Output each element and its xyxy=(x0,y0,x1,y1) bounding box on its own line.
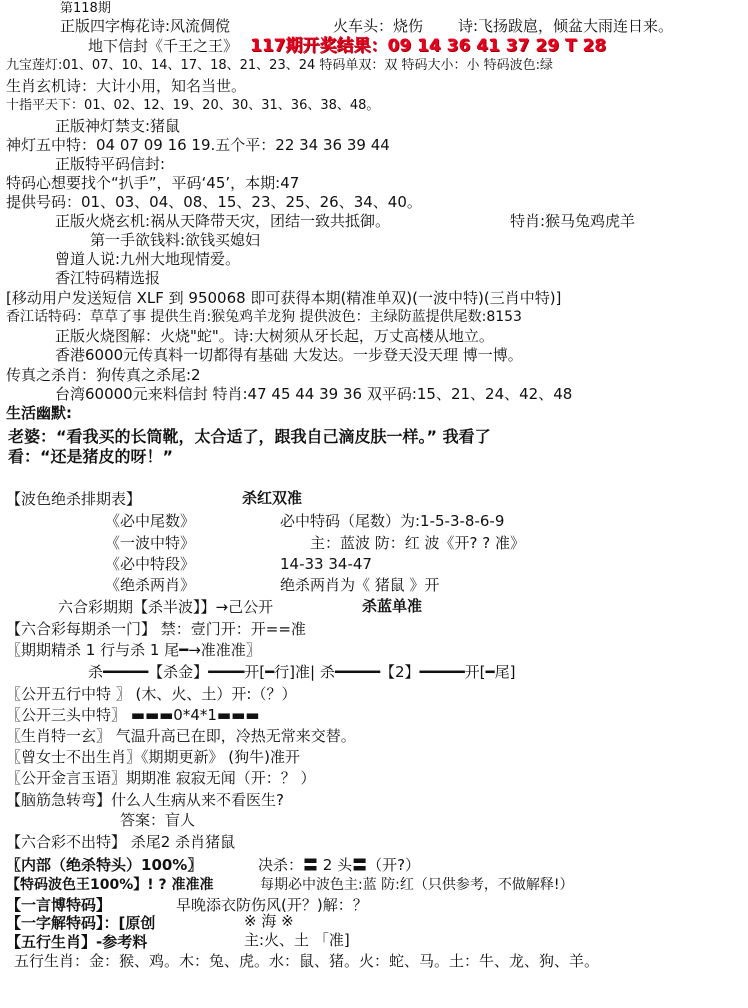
special-segment-value: 14-33 34-47 xyxy=(280,555,372,573)
previous-draw-result: 117期开奖结果：09 14 36 41 37 29 T 28 xyxy=(250,36,607,56)
god-lamp-ban-line: 正版神灯禁支:猪鼠 xyxy=(55,117,181,135)
provided-numbers-line: 提供号码：01、03、04、08、15、23、25、26、34、40。 xyxy=(6,193,422,211)
color-king-value: 每期必中波色主:蓝 防:红（只供参考，不做解释!） xyxy=(260,877,574,893)
lotus-lamp-line: 九宝莲灯:01、07、10、14、17、18、21、23、24 特码单双：双 特码大小：小 特码波色:绿 xyxy=(6,58,554,73)
half-wave-line: 六合彩期期【杀半波】】→己公开 xyxy=(58,598,274,616)
sms-promo-line: [移动用户发送短信 XLF 到 950068 即可获得本期(精准单双)(一波中特)(三肖中特)] xyxy=(6,289,562,307)
pickpocket-line: 特码心想要找个“扒手”，平码‘45’，本期:47 xyxy=(6,174,300,192)
one-word-value: 早晚添衣防伤风(开？)解：？ xyxy=(176,896,368,914)
kill-red-label: 杀红双准 xyxy=(242,489,303,507)
brain-teaser-line: 【脑筋急转弯】什么人生病从来不看医生? xyxy=(6,791,284,809)
one-char-label: 【一字解特码】：[原创 xyxy=(6,914,156,932)
internal-kill-label: 〖内部（绝杀特头）100%〗 xyxy=(6,856,203,874)
one-char-value: ※ 海 ※ xyxy=(244,912,294,930)
ms-zeng-line: 〖曾女士不出生肖〗《期期更新》 (狗牛)准开 xyxy=(6,748,300,766)
five-elements-line: 〖公开五行中特 〗 (木、火、土）开:（？） xyxy=(6,685,297,703)
five-element-zodiac-value: 主:火、土 「准] xyxy=(244,931,350,949)
one-wave-value: 主：蓝波 防：红 波《开? ? 准》 xyxy=(310,534,525,552)
color-king-label: 【特码波色王100%】! ? 准准准 xyxy=(6,877,214,893)
train-head-line: 火车头：烧伤 xyxy=(333,17,424,35)
internal-kill-value: 决杀：〓 2 头〓（开?） xyxy=(258,856,421,874)
underground-envelope-line: 地下信封《千王之王》 xyxy=(88,37,239,55)
ten-fingers-line: 十指平天下：01、02、12、19、20、30、31、36、38、48。 xyxy=(6,98,380,113)
kill-metal-line: 杀━━━━━【杀金】━━━━开[━行]准| 杀━━━━━【2】━━━━━开[━尾] xyxy=(88,663,516,681)
humor-heading: 生活幽默: xyxy=(6,404,72,422)
kill-two-value: 绝杀两肖为《 猪鼠 》开 xyxy=(280,576,440,594)
first-hand-line: 第一手欲钱料:欲钱买媳妇 xyxy=(90,231,261,249)
special-segment-label: 《必中特段》 xyxy=(105,555,196,573)
god-lamp-five-line: 神灯五中特：04 07 09 16 19.五个平：22 34 36 39 44 xyxy=(6,136,390,154)
kill-two-label: 《绝杀两肖》 xyxy=(105,576,196,594)
special-envelope-line: 正版特平码信封: xyxy=(55,155,166,173)
color-kill-heading: 【波色绝杀排期表】 xyxy=(6,490,142,508)
one-word-label: 【一言博特码】 xyxy=(6,896,112,914)
special-zodiac-line: 特肖:猴马兔鸡虎羊 xyxy=(510,212,636,230)
hongkong-fax-line: 香港6000元传真料一切都得有基础 大发达。一步登天没天理 博一博。 xyxy=(55,346,523,364)
zodiac-mystery-line: 〖生肖特一玄〗 气温升高已在即，冷热无常来交替。 xyxy=(6,727,356,745)
xiangjiang-talk-line: 香江话特码：草草了事 提供生肖:猴兔鸡羊龙狗 提供波色：主绿防蓝提供尾数:8153 xyxy=(6,309,522,325)
poem-line: 诗:飞扬跋扈，倾盆大雨连日来。 xyxy=(458,17,674,35)
not-out-line: 【六合彩不出特】 杀尾2 杀肖猪鼠 xyxy=(6,833,236,851)
golden-words-line: 〖公开金言玉语〗期期准 寂寂无闻（开：？ ） xyxy=(6,769,316,787)
tail-number-value: 必中特码（尾数）为:1-5-3-8-6-9 xyxy=(280,512,505,530)
taiwan-envelope-line: 台湾60000元来料信封 特肖:47 45 44 39 36 双平码:15、21、24、42、48 xyxy=(55,385,573,403)
kill-element-tail-line: 〖期期精杀 1 行与杀 1 尾━→准准准〗 xyxy=(6,641,261,659)
tail-number-label: 《必中尾数》 xyxy=(105,512,196,530)
zodiac-poem-line: 生肖玄机诗：大计小用，知名当世。 xyxy=(6,77,247,95)
kill-blue-label: 杀蓝单准 xyxy=(362,597,423,615)
brain-teaser-answer: 答案：盲人 xyxy=(120,811,196,829)
plum-poem-line: 正版四字梅花诗:风流倜傥 xyxy=(60,17,231,35)
joke-line-1: 老婆：“看我买的长筒靴，太合适了，跟我自己滴皮肤一样。” 我看了 xyxy=(8,427,491,446)
issue-number: 第118期 xyxy=(60,1,111,16)
fire-diagram-line: 正版火烧图解：火烧"蛇"。诗:大树须从牙长起，万丈高楼从地立。 xyxy=(55,327,494,345)
xiangjiang-report-line: 香江特码精选报 xyxy=(55,269,161,287)
fax-kill-line: 传真之杀肖：狗传真之杀尾:2 xyxy=(6,366,201,384)
three-heads-line: 〖公开三头中特〗 ▬▬▬0*4*1▬▬▬ xyxy=(6,706,260,724)
five-element-list: 五行生肖：金：猴、鸡。木：兔、虎。水：鼠、猪。火：蛇、马。土：牛、龙、狗、羊。 xyxy=(14,952,600,970)
fire-mystery-line: 正版火烧玄机:祸从天降带天灾，团结一致共抵御。 xyxy=(55,212,391,230)
master-says-line: 曾道人说:九州大地现情爱。 xyxy=(55,250,241,268)
kill-door-line: 【六合彩每期杀一门】 禁：壹门开：开==准 xyxy=(6,620,306,638)
joke-line-2: 看：“还是猪皮的呀！” xyxy=(8,447,174,466)
one-wave-label: 《一波中特》 xyxy=(105,534,196,552)
five-element-zodiac-label: 【五行生肖】-参考料 xyxy=(6,933,148,951)
